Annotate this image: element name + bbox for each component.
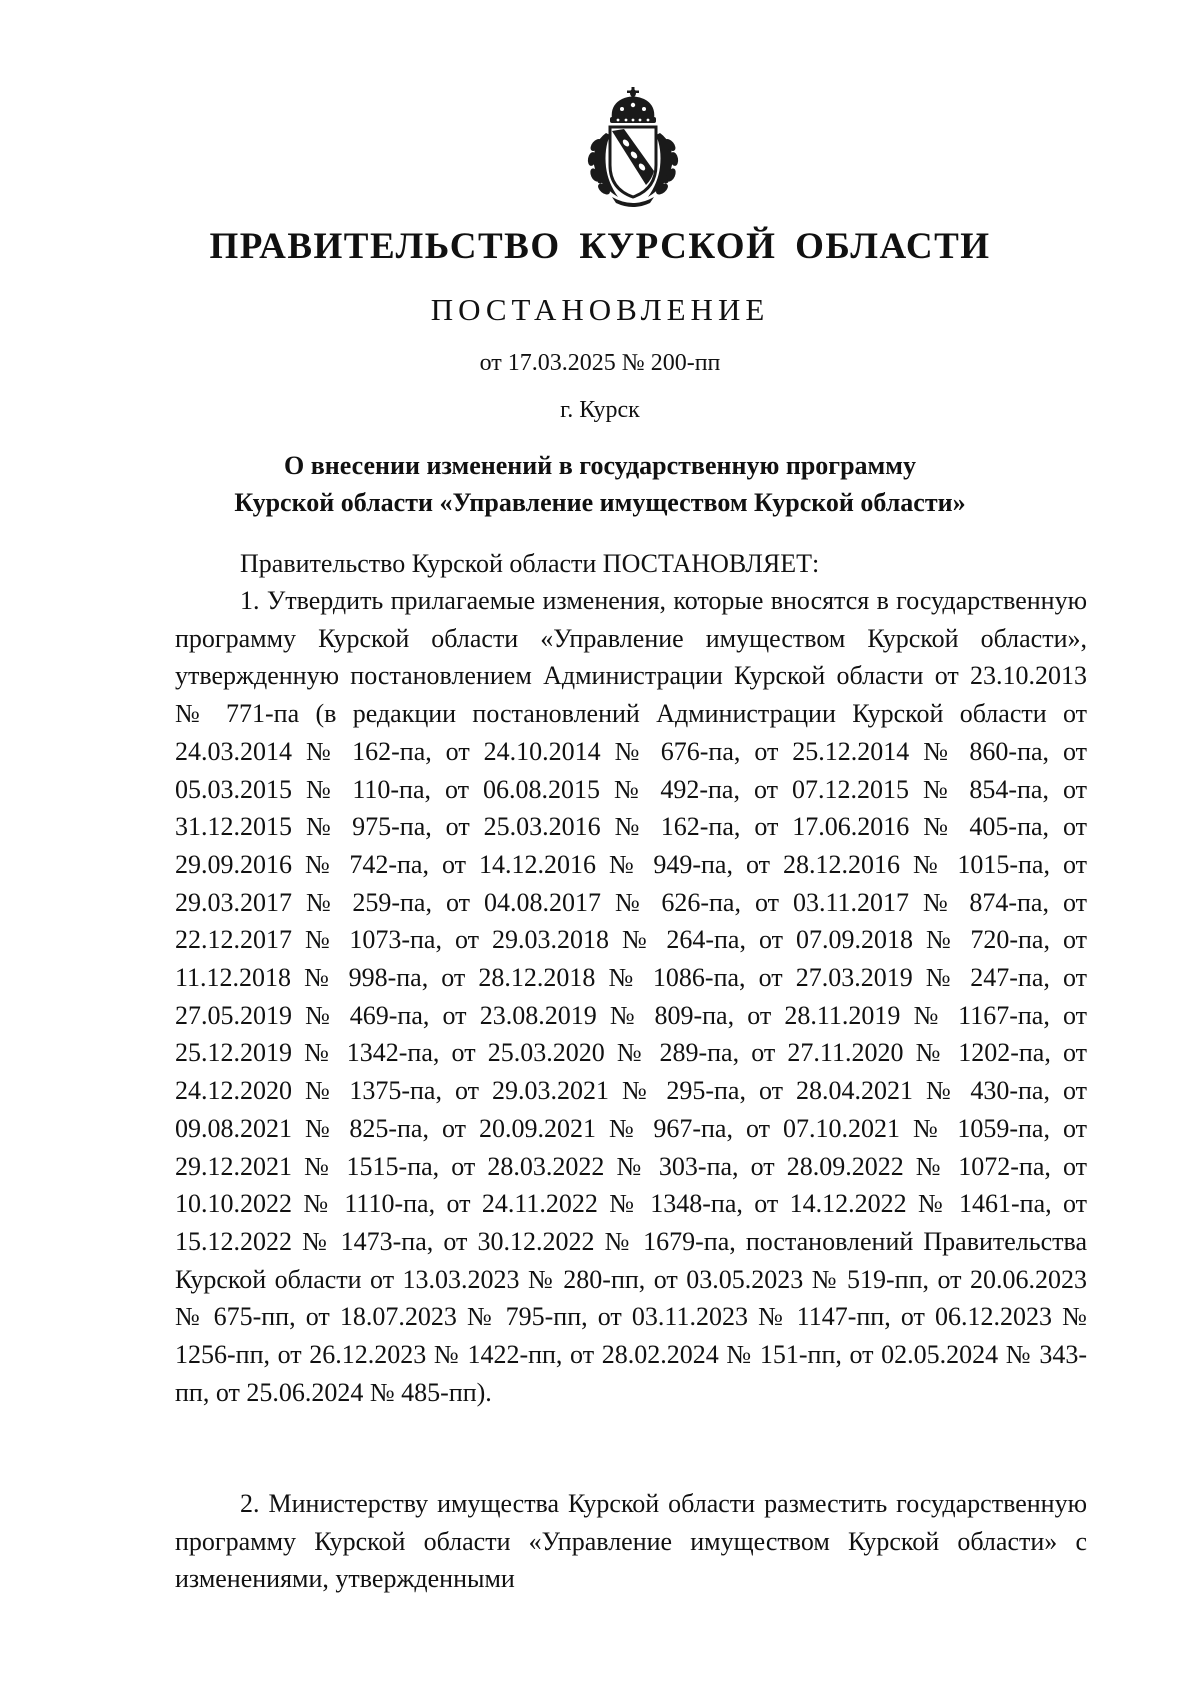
document-date-number: от 17.03.2025 № 200-пп [479,350,721,376]
document-subject [0,447,1200,521]
government-title: ПРАВИТЕЛЬСТВО КУРСКОЙ ОБЛАСТИ [209,226,991,267]
coat-of-arms-icon [570,85,696,211]
document-city: г. Курск [560,397,640,423]
paragraph-2: 2. Министерству имущества Курской области разместить государственную программу Курской области «Управление имуществом Курской области» с изменениями, утвержденными [175,1489,1087,1594]
document-type: ПОСТАНОВЛЕНИЕ [430,292,770,327]
subject-line-2: Курской области «Управление имуществом Курской области» [234,488,966,517]
subject-line-1: О внесении изменений в государственную программу [284,451,916,480]
preamble: Правительство Курской области ПОСТАНОВЛЯЕТ: [240,549,820,578]
paragraph-1: 1. Утвердить прилагаемые изменения, которые вносятся в государственную программу Курской области «Управление имуществом Курской области», утвержденную постановлением Администрации Курской области от 23.10.2013 № 771-па (в редакции постановлений Администрации Курской области от 24.03.2014 № 162-па, от 24.10.2014 № 676-па, от 25.12.2014 № 860-па, от 05.03.2015 № 110-па, от 06.08.2015 № 492-па, от 07.12.2015 № 854-па, от 31.12.2015 № 975-па, от 25.03.2016 № 162-па, от 17.06.2016 № 405-па, от 29.09.2016 № 742-па, от 14.12.2016 № 949-па, от 28.12.2016 № 1015-па, от 29.03.2017 № 259-па, от 04.08.2017 № 626-па, от 03.11.2017 № 874-па, от 22.12.2017 № 1073-па, от 29.03.2018 № 264-па, от 07.09.2018 № 720-па, от 11.12.2018 № 998-па, от 28.12.2018 № 1086-па, от 27.03.2019 № 247-па, от 27.05.2019 № 469-па, от 23.08.2019 № 809-па, от 28.11.2019 № 1167-па, от 25.12.2019 № 1342-па, от 25.03.2020 № 289-па, от 27.11.2020 № 1202-па, от 24.12.2020 № 1375-па, от 29.03.2021 № 295-па, от 28.04.2021 № 430-па, от 09.08.2021 № 825-па, от 20.09.2021 № 967-па, от 07.10.2021 № 1059-па, от 29.12.2021 № 1515-па, от 28.03.2022 № 303-па, от 28.09.2022 № 1072-па, от 10.10.2022 № 1110-па, от 24.11.2022 № 1348-па, от 14.12.2022 № 1461-па, от 15.12.2022 № 1473-па, от 30.12.2022 № 1679-па, постановлений Правительства Курской области от 13.03.2023 № 280-пп, от 03.05.2023 № 519-пп, от 20.06.2023 № 675-пп, от 18.07.2023 № 795-пп, от 03.11.2023 № 1147-пп, от 06.12.2023 № 1256-пп, от 26.12.2023 № 1422-пп, от 28.02.2024 № 151-пп, от 02.05.2024 № 343-пп, от 25.06.2024 № 485-пп). [175,586,1087,1407]
